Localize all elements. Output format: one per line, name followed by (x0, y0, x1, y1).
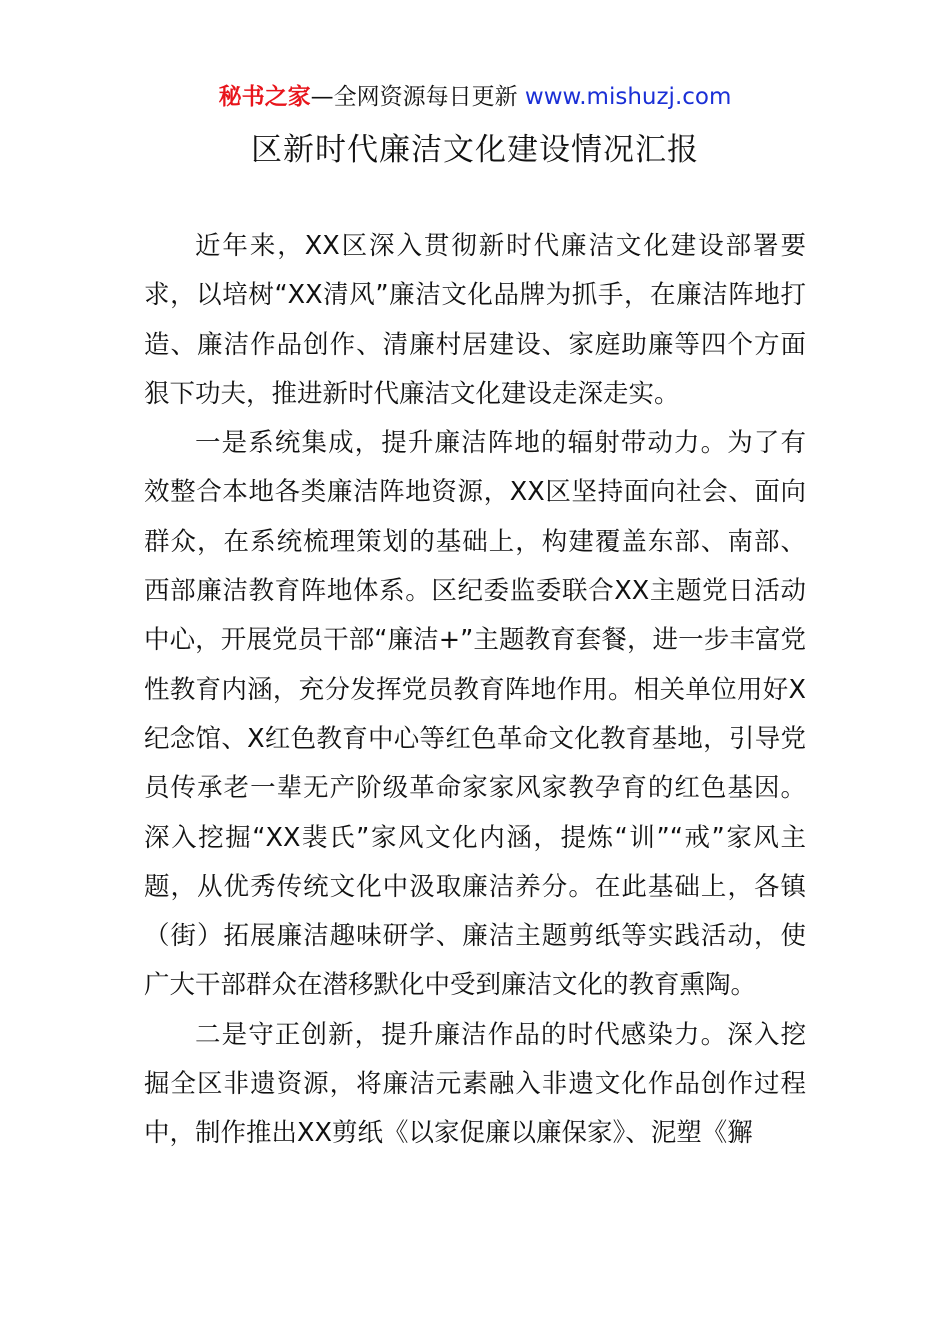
document-title: 区新时代廉洁文化建设情况汇报 (251, 132, 699, 168)
paragraph-intro: 近年来，XX区深入贯彻新时代廉洁文化建设部署要求，以培树“XX清风”廉洁文化品牌为抓手，在廉洁阵地打造、廉洁作品创作、清廉村居建设、家庭助廉等四个方面狠下功夫，推进新时代廉洁文化建设走深走实。 (144, 231, 806, 409)
site-header (0, 80, 950, 114)
paragraph-section-one: 一是系统集成，提升廉洁阵地的辐射带动力。为了有效整合本地各类廉洁阵地资源，XX区坚持面向社会、面向群众，在系统梳理策划的基础上，构建覆盖东部、南部、西部廉洁教育阵地体系。区纪委监委联合XX主题党日活动中心，开展党员干部“廉洁+”主题教育套餐，进一步丰富党性教育内涵，充分发挥党员教育阵地作用。相关单位用好X纪念馆、X红色教育中心等红色革命文化教育基地，引导党员传承老一辈无产阶级革命家家风家教孕育的红色基因。深入挖掘“XX裴氏”家风文化内涵，提炼“训”“戒”家风主题，从优秀传统文化中汲取廉洁养分。在此基础上，各镇（街）拓展廉洁趣味研学、廉洁主题剪纸等实践活动，使广大干部群众在潜移默化中受到廉洁文化的教育熏陶。 (144, 428, 806, 1001)
document-body (144, 222, 806, 1159)
paragraph-section-two: 二是守正创新，提升廉洁作品的时代感染力。深入挖掘全区非遗资源，将廉洁元素融入非遗文化作品创作过程中，制作推出XX剪纸《以家促廉以廉保家》、泥塑《獬 (144, 1019, 806, 1149)
brand-name: 秘书之家 (218, 84, 311, 110)
site-url-link[interactable]: www.mishuzj.com (524, 84, 732, 110)
header-tagline: —全网资源每日更新 (310, 84, 518, 110)
